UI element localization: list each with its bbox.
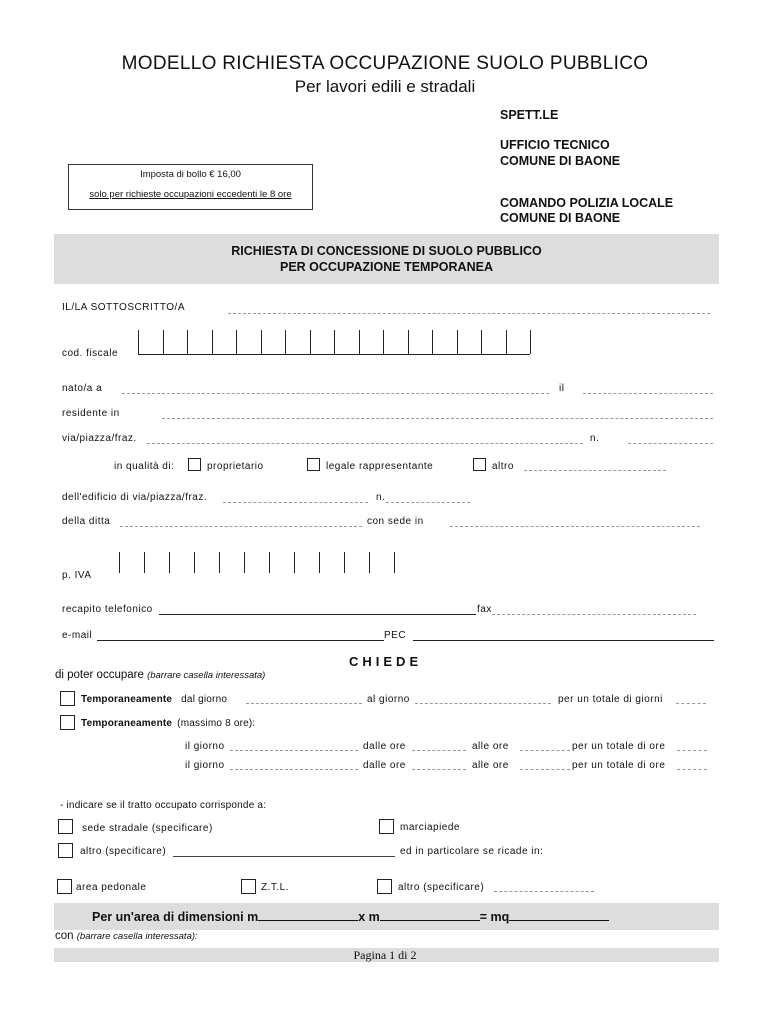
section-header [54, 234, 719, 284]
label-sede-stradale: sede stradale (specificare) [82, 823, 213, 834]
field-mq[interactable] [509, 909, 609, 921]
label-dalle-ore-1: dalle ore [363, 741, 406, 752]
field-dalle-ore-1[interactable] [412, 750, 466, 751]
field-totale-ore-2[interactable] [677, 769, 707, 770]
document-subtitle: Per lavori edili e stradali [294, 77, 476, 96]
field-recapito[interactable] [159, 614, 476, 615]
stamp-line-2: solo per richieste occupazioni eccedenti le 8 ore [89, 189, 292, 200]
label-pec: PEC [384, 630, 407, 641]
label-totale-ore-2: per un totale di ore [572, 760, 666, 771]
checkbox-temporaneamente-ore[interactable] [60, 715, 75, 730]
field-altro-qualita[interactable] [524, 470, 666, 471]
field-fax[interactable] [492, 614, 696, 615]
checkbox-marciapiede[interactable] [379, 819, 394, 834]
field-il-giorno-2[interactable] [230, 769, 358, 770]
field-residente[interactable] [162, 418, 713, 419]
field-totale-giorni[interactable] [676, 703, 706, 704]
field-edificio-numero[interactable] [386, 502, 470, 503]
label-altro-zona: altro (specificare) [398, 882, 485, 893]
label-n2: n. [376, 492, 386, 503]
field-pec[interactable] [413, 640, 714, 641]
checkbox-altro-qualita[interactable] [473, 458, 486, 471]
label-il: il [559, 383, 565, 394]
temp1 [81, 694, 227, 705]
piva-box-divider [169, 552, 170, 573]
checkbox-proprietario[interactable] [188, 458, 201, 471]
cf-box-divider [530, 330, 531, 354]
label-piva: p. IVA [62, 570, 92, 581]
piva-box-divider [369, 552, 370, 573]
addressee-polizia-2: COMUNE DI BAONE [500, 211, 621, 225]
temp1-bold: Temporaneamente [81, 694, 173, 705]
field-alle-ore-2[interactable] [520, 769, 570, 770]
field-altro-zona[interactable] [494, 891, 594, 892]
label-marciapiede: marciapiede [400, 822, 460, 833]
cf-box-divider [506, 330, 507, 354]
temp2 [81, 718, 255, 729]
addressee-ufficio-2: COMUNE DI BAONE [500, 154, 621, 168]
cf-box-divider [236, 330, 237, 354]
stamp-line-1: Imposta di bollo € 16,00 [140, 169, 241, 180]
field-altro-tratto[interactable] [173, 856, 395, 857]
cf-box-divider [383, 330, 384, 354]
field-dalle-ore-2[interactable] [412, 769, 466, 770]
checkbox-ztl[interactable] [241, 879, 256, 894]
barrare-note: (barrare casella interessata) [147, 670, 266, 681]
field-al-giorno[interactable] [415, 703, 551, 704]
checkbox-altro-tratto[interactable] [58, 843, 73, 858]
label-altro-qualita: altro [492, 461, 514, 472]
di-poter-text: di poter occupare [55, 669, 144, 681]
checkbox-area-pedonale[interactable] [57, 879, 72, 894]
addressee-ufficio-1: UFFICIO TECNICO [500, 138, 610, 152]
temp2-bold: Temporaneamente [81, 718, 173, 729]
cf-box-divider [285, 330, 286, 354]
con-barrare: (barrare casella interessata): [76, 931, 198, 942]
field-ditta[interactable] [120, 526, 362, 527]
cf-box-divider [187, 330, 188, 354]
cf-box-divider [359, 330, 360, 354]
piva-box-divider [244, 552, 245, 573]
label-email: e-mail [62, 630, 93, 641]
label-in-particolare: ed in particolare se ricade in: [400, 846, 544, 857]
label-con: con [55, 930, 74, 942]
label-fax: fax [477, 604, 492, 615]
con-row [55, 930, 198, 942]
cf-box-divider [481, 330, 482, 354]
label-n: n. [590, 433, 600, 444]
field-numero[interactable] [628, 443, 713, 444]
page-number: Pagina 1 di 2 [353, 948, 417, 962]
label-x-m: x m [358, 910, 380, 924]
piva-box-divider [344, 552, 345, 573]
piva-box-divider [219, 552, 220, 573]
label-edificio: dell'edificio di via/piazza/fraz. [62, 492, 208, 503]
section-header-line-1: RICHIESTA DI CONCESSIONE DI SUOLO PUBBLICO [231, 244, 542, 258]
addressee-polizia-1: COMANDO POLIZIA LOCALE [500, 196, 674, 210]
label-dalle-ore-2: dalle ore [363, 760, 406, 771]
dimensioni-row [92, 909, 609, 924]
label-indicare: - indicare se il tratto occupato corrisponde a: [60, 800, 267, 811]
label-alle-ore-2: alle ore [472, 760, 509, 771]
cf-box-divider [138, 330, 139, 354]
field-sottoscritto[interactable] [228, 313, 710, 314]
cf-box-divider [261, 330, 262, 354]
piva-box-divider [119, 552, 120, 573]
section-header-line-2: PER OCCUPAZIONE TEMPORANEA [280, 260, 493, 274]
field-dim-1[interactable] [258, 909, 358, 921]
label-nato: nato/a a [62, 383, 103, 394]
piva-box-divider [319, 552, 320, 573]
temp2-rest: (massimo 8 ore): [177, 718, 256, 729]
cf-box-divider [432, 330, 433, 354]
label-via: via/piazza/fraz. [62, 433, 137, 444]
piva-box-divider [144, 552, 145, 573]
label-al-giorno: al giorno [367, 694, 410, 705]
cf-box-divider [334, 330, 335, 354]
label-il-giorno-2: il giorno [185, 760, 225, 771]
label-totale-ore-1: per un totale di ore [572, 741, 666, 752]
chiede-title: CHIEDE [349, 654, 423, 669]
field-edificio[interactable] [223, 502, 368, 503]
piva-box-divider [194, 552, 195, 573]
label-totale-giorni: per un totale di giorni [558, 694, 663, 705]
label-sottoscritto: IL/LA SOTTOSCRITTO/A [62, 302, 185, 313]
label-per-area: Per un'area di dimensioni m [92, 910, 259, 924]
label-alle-ore-1: alle ore [472, 741, 509, 752]
label-ditta: della ditta [62, 516, 111, 527]
document-title: MODELLO RICHIESTA OCCUPAZIONE SUOLO PUBBLICO [121, 53, 649, 74]
label-ztl: Z.T.L. [261, 882, 290, 893]
label-recapito: recapito telefonico [62, 604, 153, 615]
field-il-giorno-1[interactable] [230, 750, 358, 751]
checkbox-temporaneamente-giorni[interactable] [60, 691, 75, 706]
piva-box-divider [394, 552, 395, 573]
piva-box-divider [269, 552, 270, 573]
label-eq-mq: = mq [479, 910, 510, 924]
field-nato[interactable] [122, 393, 549, 394]
field-alle-ore-1[interactable] [520, 750, 570, 751]
label-con-sede: con sede in [367, 516, 424, 527]
label-di-poter [55, 669, 265, 681]
field-via[interactable] [147, 443, 583, 444]
field-dal-giorno[interactable] [246, 703, 362, 704]
label-residente: residente in [62, 408, 120, 419]
label-legale: legale rappresentante [326, 461, 434, 472]
piva-box-divider [294, 552, 295, 573]
field-dim-2[interactable] [380, 909, 480, 921]
field-totale-ore-1[interactable] [677, 750, 707, 751]
checkbox-legale[interactable] [307, 458, 320, 471]
field-sede[interactable] [450, 526, 700, 527]
cf-box-divider [163, 330, 164, 354]
label-il-giorno-1: il giorno [185, 741, 225, 752]
label-area-pedonale: area pedonale [76, 882, 147, 893]
field-data-nascita[interactable] [583, 393, 713, 394]
label-in-qualita: in qualità di: [114, 461, 175, 472]
checkbox-altro-zona[interactable] [377, 879, 392, 894]
label-altro-tratto: altro (specificare) [80, 846, 167, 857]
label-cod-fiscale: cod. fiscale [62, 348, 119, 359]
temp1-rest: dal giorno [181, 694, 228, 705]
addressee-spett: SPETT.LE [500, 108, 559, 122]
cf-box-divider [408, 330, 409, 354]
cf-box-divider [212, 330, 213, 354]
cf-box-divider [457, 330, 458, 354]
field-email[interactable] [97, 640, 384, 641]
label-proprietario: proprietario [207, 461, 264, 472]
stamp-box [68, 164, 313, 210]
cf-box-divider [310, 330, 311, 354]
checkbox-sede-stradale[interactable] [58, 819, 73, 834]
cf-box-baseline [138, 354, 530, 355]
